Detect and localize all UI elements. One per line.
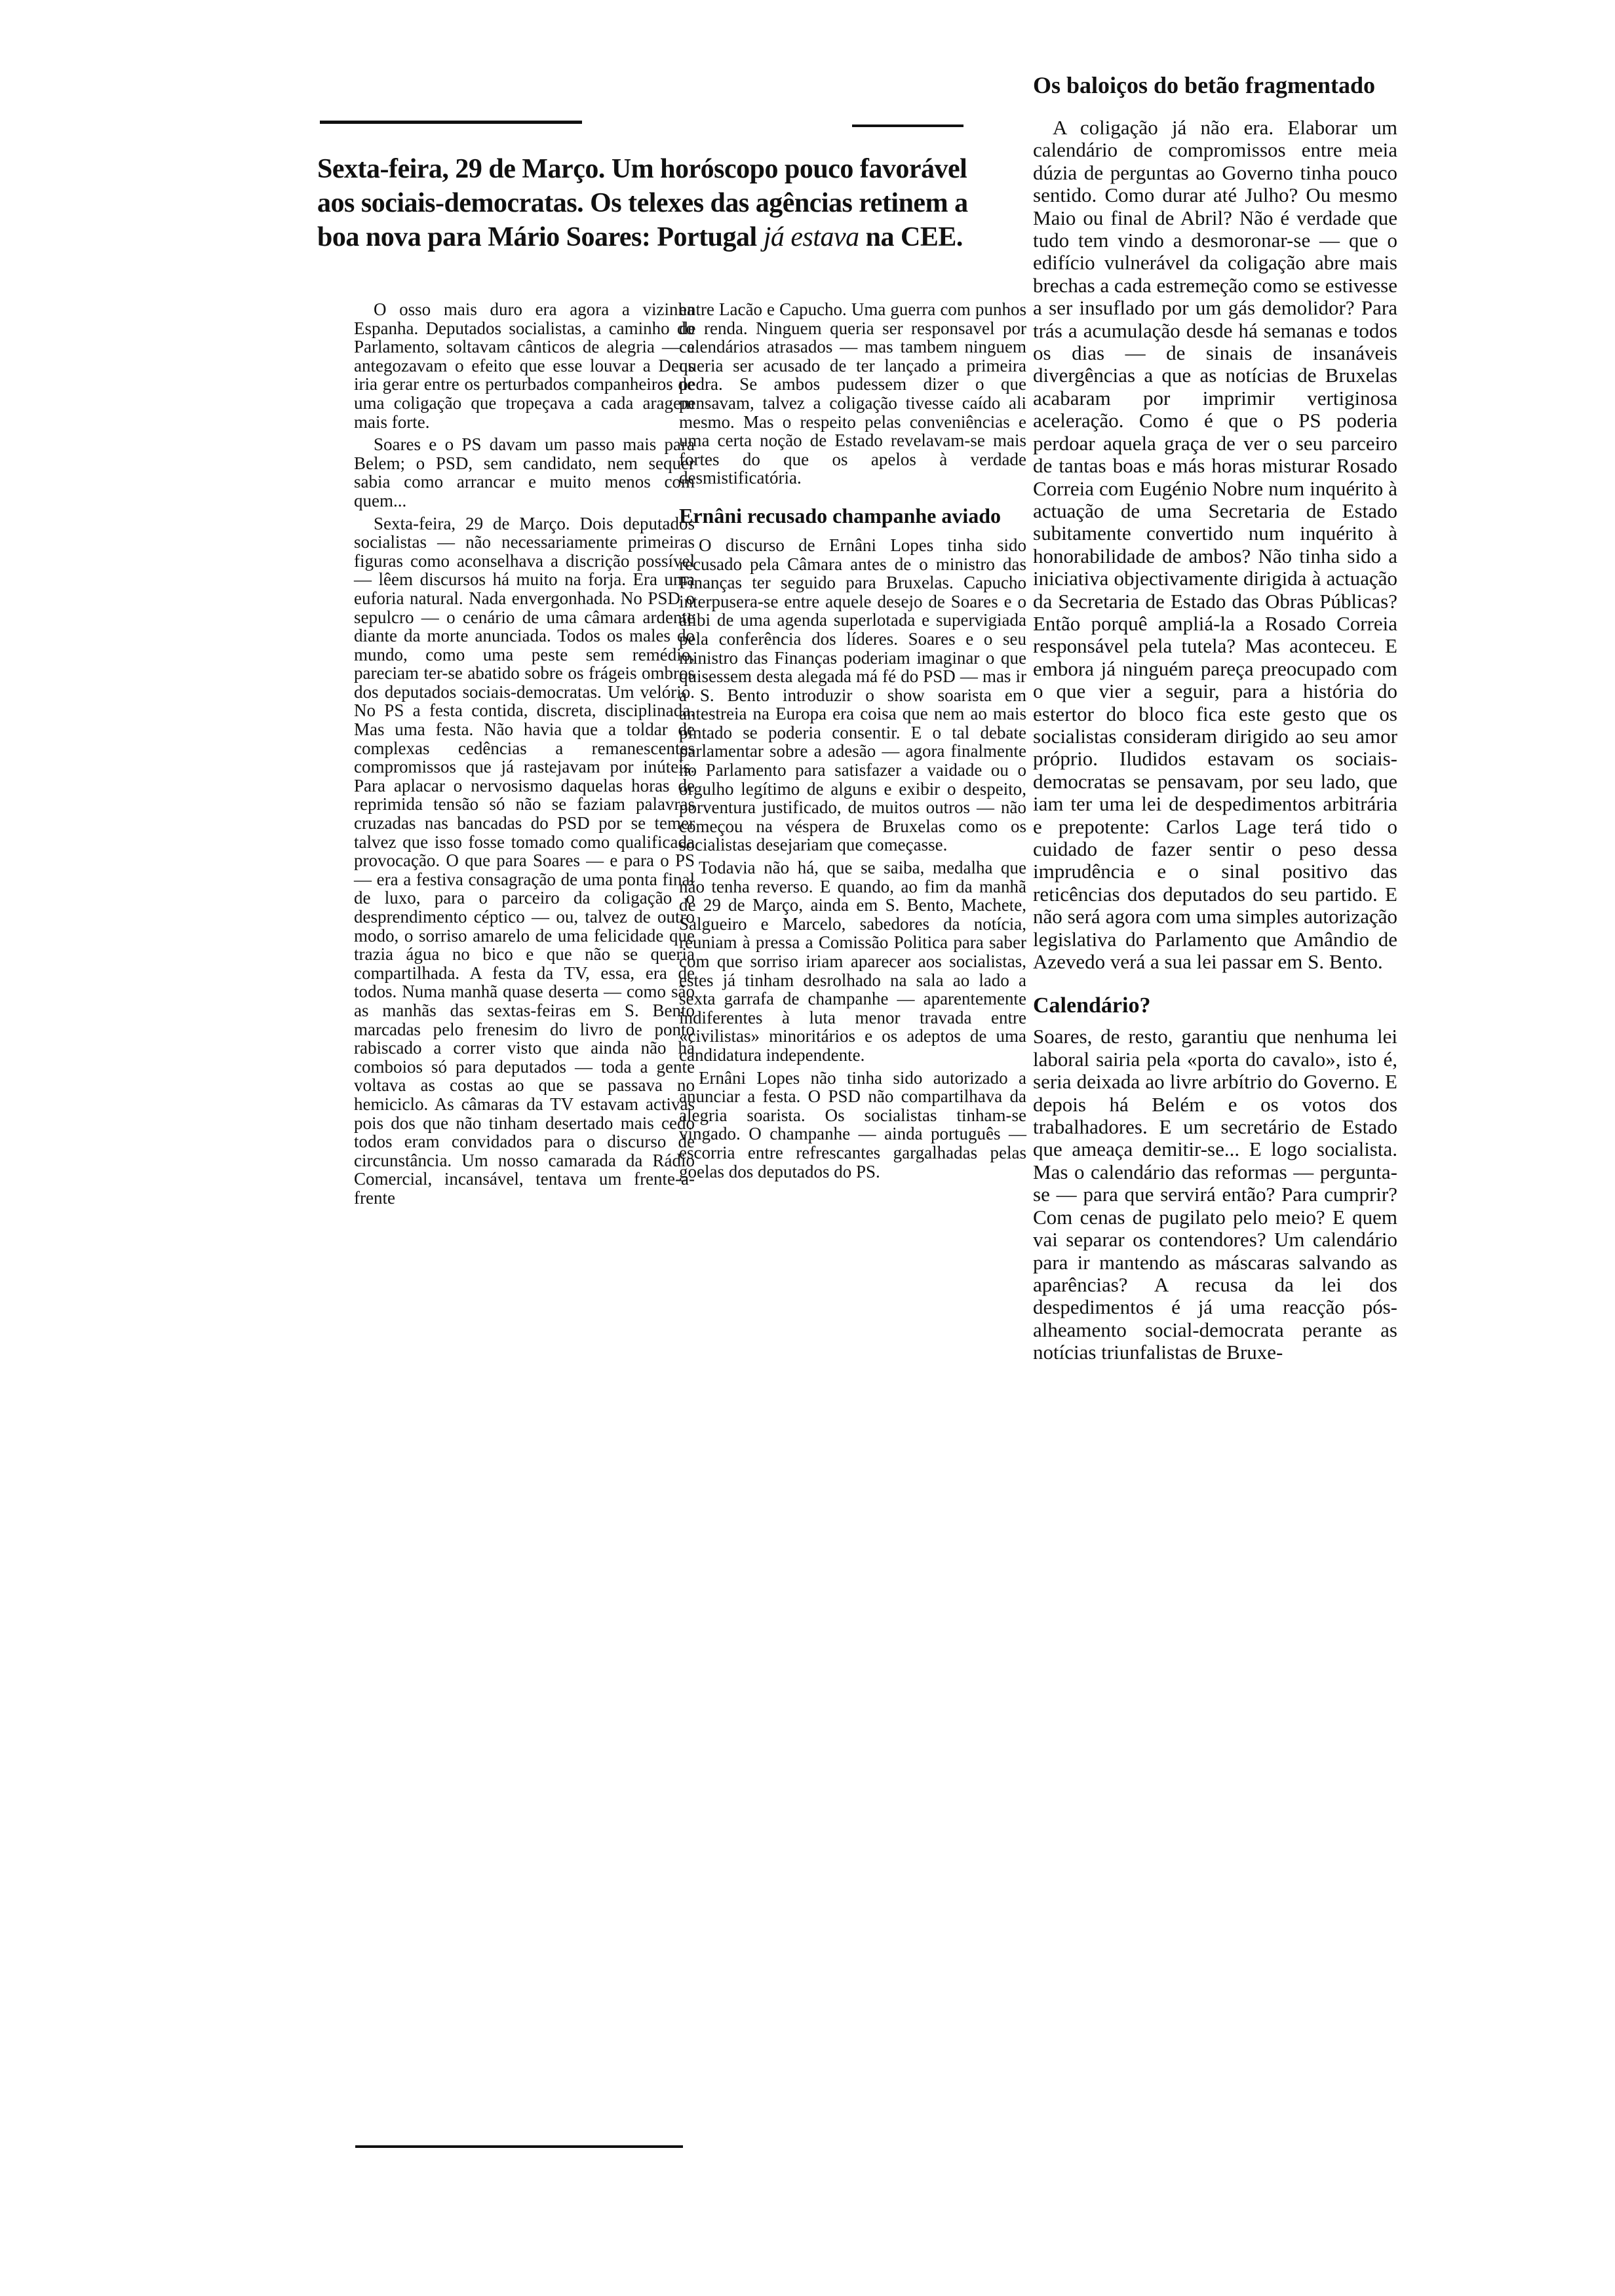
paragraph: O discurso de Ernâni Lopes tinha sido recusado pela Câmara antes de o ministro das Finanças ter seguido para Bruxelas. Capucho interpusera-se entre aquele desejo de Soares e o álibi de uma agenda superlotada e supervigiada pela conferência dos líderes. Soares e o seu ministro das Finanças poderiam imaginar o que quisessem desta alegada má fé do PSD — mas ir a S. Bento introduzir o show soarista em antestreia na Europa era coisa que nem ao mais pintado se poderia consentir. E o tal debate parlamentar sobre a adesão — agora finalmente no Parlamento para satisfazer a vaidade ou o orgulho legítimo de alguns e exibir o despeito, porventura justificado, de muitos outros — não começou na véspera de Bruxelas como os socialistas desejariam que começasse. (679, 535, 1026, 855)
paragraph: Soares, de resto, garantiu que nenhuma lei laboral sairia pela «porta do cavalo», isto é, seria deixada ao livre arbítrio do Governo. E depois há Belém e os votos dos trabalhadores. E um secretário de Estado que ameaça demitir-se... E logo socialista. Mas o calendário das reformas — pergunta-se — para que servirá então? Para cumprir? Com cenas de pugilato pelo meio? E quem vai separar os contendores? Um calendário para ir mantendo as máscaras salvando as aparências? A recusa da lei dos despedimentos é já uma reacção pós-alheamento social-democrata perante as notícias triunfalistas de Bruxe- (1033, 1025, 1397, 1364)
section-heading: Ernâni recusado champanhe aviado (679, 503, 1002, 527)
lead-text-end: na CEE. (859, 222, 963, 252)
paragraph: O osso mais duro era agora a vizinha Espanha. Deputados socialistas, a caminho do Parlamento, soltavam cânticos de alegria — e antegozavam o efeito que esse louvar a Deus iria gerar entre os perturbados companheiros de uma coligação que tropeçava a cada aragem mais forte. (354, 299, 695, 432)
paragraph: Sexta-feira, 29 de Março. Dois deputados socialistas — não necessariamente primeiras figuras como aconselhava a discrição possível — lêem discursos há muito na forja. Era uma euforia natural. Nada envergonhada. No PSD o sepulcro — o cenário de uma câmara ardente diante da morte anunciada. Todos os males do mundo, como uma peste sem remédio, pareciam ter-se abatido sobre os frágeis ombros dos deputados sociais-democratas. Um velório. No PS a festa contida, discreta, disciplinada. Mas uma festa. Não havia que a toldar de complexas cedências a remanescentes compromissos que já rastejavam por inúteis. Para aplacar o nervosismo daquelas horas de reprimida tensão só não se faziam palavras cruzadas nas bancadas do PSD por se temer talvez que isso fosse tomado como qualificada provocação. O que para Soares — e para o PS — era a festiva consagração de uma ponta final de luxo, para o parceiro da coligação o desprendimento céptico — ou, talvez de outro modo, o sorriso amarelo de uma felicidade que trazia água no bico e que não se queria compartilhada. A festa da TV, essa, era de todos. Numa manhã quase deserta — como são as manhãs das sextas-feiras em S. Bento marcadas pelo frenesim do livro de ponto rabiscado a correr visto que ainda não há comboios só para deputados — toda a gente voltava as costas ao que se passava no hemiciclo. As câmaras da TV estavam activas pois dos que não tinham desertado mais cedo todos eram convidados para o discurso de circunstância. Um nosso camarada da Rádio Comercial, incansável, tentava um frente-a-frente (354, 513, 695, 1208)
top-rule-left (320, 121, 582, 124)
column-3 (1033, 71, 1397, 1364)
paragraph: Soares e o PS davam um passo mais para Belem; o PSD, sem candidato, nem sequer sabia como arrancar e muito menos com quem... (354, 434, 695, 510)
column-1 (354, 300, 695, 1208)
paragraph: Ernâni Lopes não tinha sido autorizado a anunciar a festa. O PSD não compartilhava da alegria soarista. Os socialistas tinham-se vingado. O champanhe — ainda português — escorria entre refrescantes gargalhadas pelas goelas dos deputados do PS. (679, 1067, 1026, 1181)
section-heading: Calendário? (1033, 993, 1151, 1018)
article-heading: Os baloiços do betão fragmentado (1033, 72, 1375, 98)
lead-paragraph (317, 152, 986, 254)
lead-italic: já estava (763, 222, 859, 252)
paragraph: Todavia não há, que se saiba, medalha que não tenha reverso. E quando, ao fim da manhã de 29 de Março, ainda em S. Bento, Machete, Salgueiro e Marcelo, sabedores da notícia, reuniam à pressa a Comissão Politica para saber com que sorriso iriam aparecer aos socialistas, estes já tinham desrolhado na sala ao lado a sexta garrafa de champanhe — aparentemente indiferentes à luta menor travada entre «civilistas» minoritários e os adeptos de uma candidatura independente. (679, 858, 1026, 1065)
column-2 (679, 300, 1026, 1181)
top-rule-right (852, 124, 963, 127)
paragraph: A coligação já não era. Elaborar um calendário de compromissos entre meia dúzia de perguntas ao Governo tinha pouco sentido. Como durar até Julho? Ou mesmo Maio ou final de Abril? Não é verdade que tudo tem vindo a desmoronar-se — que o edifício vulnerável da coligação abre mais brechas a cada estremeção como se estivesse a ser insuflado por um gás demolidor? Para trás a acumulação desde há semanas e todos os dias — de sinais de insanáveis divergências a que as notícias de Bruxelas acabaram por imprimir vertiginosa aceleração. Como é que o PS poderia perdoar aquela graça de ver o seu parceiro de tantas boas e más horas misturar Rosado Correia com Eugénio Nobre num inquérito à actuação de uma Secretaria de Estado subitamente convertido num inquérito à honorabilidade de ambos? Não tinha sido a iniciativa objectivamente dirigida à actuação da Secretaria de Estado das Obras Públicas? Então porquê ampliá-la a Rosado Correia responsável pela tutela? Mas aconteceu. E embora já ninguém pareça preocupado com o que vier a seguir, para a história do estertor do bloco fica este gesto que os socialistas consideram dirigido ao seu amor próprio. Iludidos estavam os sociais-democratas se pensavam, por seu lado, que iam ter uma lei de despedimentos arbitrária e prepotente: Carlos Lage terá tido o cuidado de fazer sentir o peso dessa imprudência e o sinal positivo das reticências dos deputados do seu partido. E não será agora com uma simples autorização legislativa do Parlamento que Amândio de Azevedo verá a sua lei passar em S. Bento. (1033, 116, 1398, 974)
paragraph: entre Lacão e Capucho. Uma guerra com punhos de renda. Ninguem queria ser responsavel por calendários atrasados — mas tambem ninguem queria ser acusado de ter lançado a primeira pedra. Se ambos pudessem dizer o que pensavam, talvez a coligação tivesse caído ali mesmo. Mas o respeito pelas conveniências e uma certa noção de Estado revelavam-se mais fortes do que os apelos à verdade desmistificatória. (679, 299, 1026, 488)
lead-text: Sexta-feira, 29 de Março. Um horóscopo pouco favorável aos sociais-democratas. Os telexes das agências retinem a boa nova para Mário Soares: Portugal (317, 154, 968, 252)
bottom-rule (355, 2145, 683, 2148)
